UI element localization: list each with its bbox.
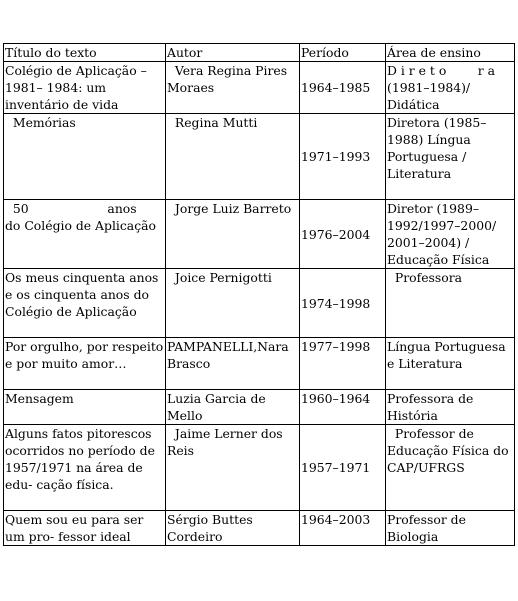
table-row (4, 62, 515, 114)
cell-author: Vera Regina Pires Moraes (166, 62, 300, 114)
cell-area: Professor de Educação Física do CAP/UFRGS (386, 425, 515, 511)
cell-period: 1971–1993 (300, 114, 386, 200)
cell-author: Luzia Garcia de Mello (166, 390, 300, 425)
cell-area: Professora (386, 269, 515, 338)
header-author: Autor (166, 44, 300, 62)
cell-period: 1964–2003 (300, 511, 386, 546)
table-row (4, 200, 515, 269)
cell-author: Joice Pernigotti (166, 269, 300, 338)
cell-title: Os meus cinquenta anos e os cinquenta anos do Colégio de Aplicação (4, 269, 166, 338)
cell-period: 1977–1998 (300, 338, 386, 390)
cell-author: Jaime Lerner dos Reis (166, 425, 300, 511)
table-row (4, 114, 515, 200)
cell-area: Língua Portuguesa e Literatura (386, 338, 515, 390)
cell-author: Sérgio Buttes Cordeiro (166, 511, 300, 546)
header-period: Período (300, 44, 386, 62)
header-title: Título do texto (4, 44, 166, 62)
cell-title: Quem sou eu para ser um pro- fessor ideal (4, 511, 166, 546)
cell-period: 1964–1985 (300, 62, 386, 114)
cell-author: PAMPANELLI,Nara Brasco (166, 338, 300, 390)
cell-title: Colégio de Aplicação – 1981– 1984: um inventário de vida (4, 62, 166, 114)
table-row (4, 390, 515, 425)
cell-area: Professor de Biologia (386, 511, 515, 546)
cell-title: 50 anos do Colégio de Aplicação (4, 200, 166, 269)
table-row (4, 269, 515, 338)
cell-title: Por orgulho, por respeito e por muito amor… (4, 338, 166, 390)
cell-area: Diretora (1985–1988) Língua Portuguesa / Literatura (386, 114, 515, 200)
cell-period: 1976–2004 (300, 200, 386, 269)
table-row (4, 425, 515, 511)
cell-title: Mensagem (4, 390, 166, 425)
texts-table (3, 43, 515, 546)
table-row (4, 511, 515, 546)
cell-author: Jorge Luiz Barreto (166, 200, 300, 269)
cell-period: 1960–1964 (300, 390, 386, 425)
cell-author: Regina Mutti (166, 114, 300, 200)
header-area: Área de ensino (386, 44, 515, 62)
cell-title: Alguns fatos pitorescos ocorridos no período de 1957/1971 na área de edu- cação física. (4, 425, 166, 511)
cell-area: Diretor (1989– 1992/1997–2000/ 2001–2004) / Educação Física (386, 200, 515, 269)
table-row (4, 338, 515, 390)
header-row (4, 44, 515, 62)
cell-area: D i r e t o r a (1981–1984)/ Didática (386, 62, 515, 114)
cell-period: 1957–1971 (300, 425, 386, 511)
cell-title: Memórias (4, 114, 166, 200)
cell-area: Professora de História (386, 390, 515, 425)
cell-period: 1974–1998 (300, 269, 386, 338)
